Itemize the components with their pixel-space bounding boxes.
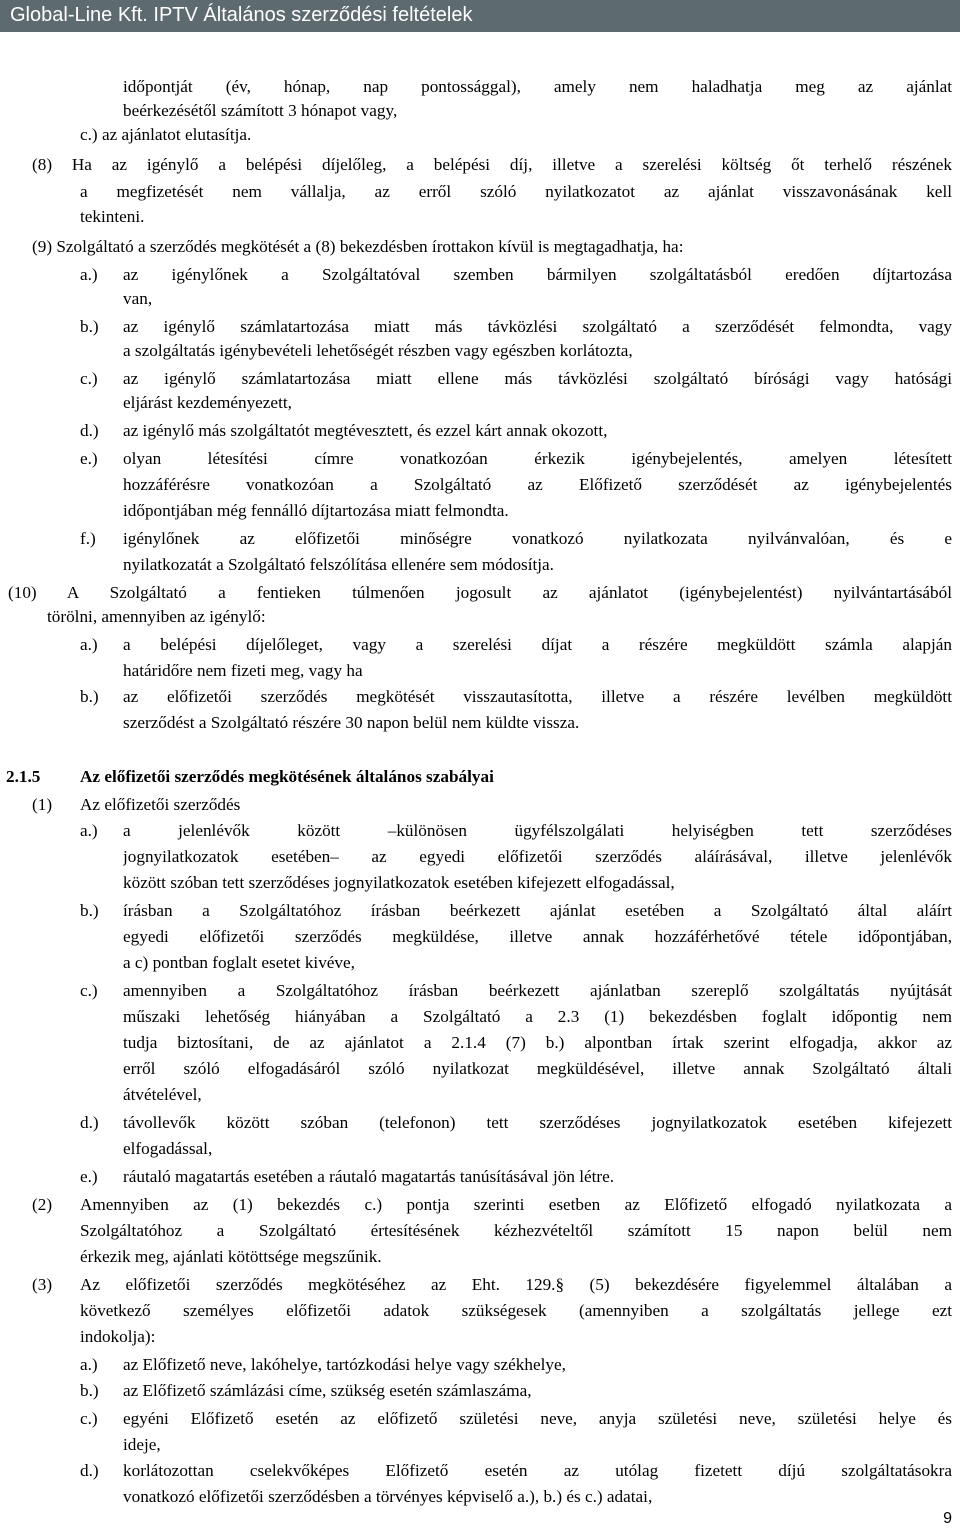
list-marker: d.) (80, 1113, 99, 1132)
text-line: eljárást kezdeményezett, (123, 393, 292, 412)
text-line: elfogadással, (123, 1139, 213, 1158)
text-line: jognyilatkozatok esetében– az egyedi előfizetői szerződés aláírásával, illetve jelenlévők (123, 847, 952, 866)
list-marker: a.) (80, 265, 98, 284)
list-marker: b.) (80, 1381, 99, 1400)
section-number: 2.1.5 (6, 767, 41, 786)
document-header (0, 0, 960, 32)
list-marker: f.) (80, 529, 96, 548)
paragraph-number: (2) (32, 1195, 53, 1214)
list-marker: a.) (80, 1355, 98, 1374)
list-marker: b.) (80, 901, 99, 920)
text-line: következő személyes előfizetői adatok szükségesek (amennyiben a szolgáltatás jellege ezt (80, 1301, 952, 1320)
text-line: amennyiben a Szolgáltatóhoz írásban beérkezett ajánlatban szereplő szolgáltatás nyújtását (123, 981, 952, 1000)
page-number: 9 (943, 1510, 952, 1527)
text-line: az igénylő számlatartozása miatt más távközlési szolgáltató a szerződését felmondta, vagy (123, 317, 952, 336)
text-line: a megfizetését nem vállalja, az erről szóló nyilatkozatot az ajánlat visszavonásának kell (80, 182, 952, 201)
text-line: között szóban tett szerződéses jognyilatkozatok esetében kifejezett elfogadással, (123, 873, 675, 892)
text-line: a jelenlévők között –különösen ügyfélszolgálati helyiségben tett szerződéses (123, 821, 952, 840)
text-line: törölni, amennyiben az igénylő: (47, 607, 266, 626)
list-marker: c.) (80, 1409, 98, 1428)
paragraph-number: (3) (32, 1275, 53, 1294)
text-line: egyedi előfizetői szerződés megküldése, illetve annak hozzáférhetővé tétele időpontjában, (123, 927, 952, 946)
text-line: időpontját (év, hónap, nap pontossággal), amely nem haladhatja meg az ajánlat (123, 77, 952, 96)
text-line: van, (123, 289, 153, 308)
list-marker: c.) (80, 981, 98, 1000)
text-line: műszaki lehetőség hiányában a Szolgáltató a 2.3 (1) bekezdésben foglalt időpontig nem (123, 1007, 952, 1026)
list-marker: e.) (80, 449, 98, 468)
list-marker: e.) (80, 1167, 98, 1186)
text-line: az igénylőnek a Szolgáltatóval szemben bármilyen szolgáltatásból eredően díjtartozása (123, 265, 952, 284)
text-line: ideje, (123, 1435, 161, 1454)
text-line: szerződést a Szolgáltató részére 30 napon belül nem küldte vissza. (123, 713, 580, 732)
text-line: időpontjában még fennálló díjtartozása miatt felmondta. (123, 501, 509, 520)
text-line: az Előfizető neve, lakóhelye, tartózkodási helye vagy székhelye, (123, 1355, 566, 1374)
text-line: a belépési díjelőleget, vagy a szerelési díjat a részére megküldött számla alapján (123, 635, 952, 654)
text-line: az igénylő más szolgáltatót megtévesztett, és ezzel kárt annak okozott, (123, 421, 608, 440)
text-line: egyéni Előfizető esetén az előfizető születési neve, anyja születési neve, születési helye és (123, 1409, 952, 1428)
text-line: hozzáférésre vonatkozóan a Szolgáltató az Előfizető szerződését az igénybejelentés (123, 475, 952, 494)
text-line: a szolgáltatás igénybevételi lehetőségét részben vagy egészben korlátozta, (123, 341, 633, 360)
list-marker: a.) (80, 821, 98, 840)
text-line: Szolgáltatóhoz a Szolgáltató értesítésének kézhezvételtől számított 15 napon belül nem (80, 1221, 952, 1240)
text-line: indokolja): (80, 1327, 156, 1346)
list-marker: d.) (80, 421, 99, 440)
list-marker: b.) (80, 317, 99, 336)
text-line: (8) Ha az igénylő a belépési díjelőleg, a belépési díj, illetve a szerelési költség őt terhelő részének (32, 155, 952, 174)
text-line: ráutaló magatartás esetében a ráutaló magatartás tanúsításával jön létre. (123, 1167, 615, 1186)
text-line: korlátozottan cselekvőképes Előfizető esetén az utólag fizetett díjú szolgáltatásokra (123, 1461, 952, 1480)
list-marker: a.) (80, 635, 98, 654)
header-title: Global-Line Kft. IPTV Általános szerződési feltételek (10, 4, 473, 26)
text-line: vonatkozó előfizetői szerződésben a törvényes képviselő a.), b.) és c.) adatai, (123, 1487, 653, 1506)
text-line: érkezik meg, ajánlati kötöttsége megszűnik. (80, 1247, 382, 1266)
text-line: az igénylő számlatartozása miatt ellene más távközlési szolgáltató bírósági vagy hatósági (123, 369, 952, 388)
text-line: c.) az ajánlatot elutasítja. (80, 125, 252, 144)
text-line: tudja biztosítani, de az ajánlatot a 2.1.4 (7) b.) alpontban írtak szerint elfogadja, akkor az (123, 1033, 952, 1052)
text-line: olyan létesítési címre vonatkozóan érkezik igénybejelentés, amelyen létesített (123, 449, 952, 468)
text-line: az előfizetői szerződés megkötését visszautasította, illetve a részére levélben megküldött (123, 687, 952, 706)
text-line: az Előfizető számlázási címe, szükség esetén számlaszáma, (123, 1381, 532, 1400)
text-line: erről szóló elfogadásáról szóló nyilatkozat megküldésével, illetve annak Szolgáltató általi (123, 1059, 952, 1078)
text-line: nyilatkozatát a Szolgáltató felszólítása ellenére sem módosítja. (123, 555, 554, 574)
list-marker: c.) (80, 369, 98, 388)
list-marker: d.) (80, 1461, 99, 1480)
text-line: Amennyiben az (1) bekezdés c.) pontja szerinti esetben az Előfizető elfogadó nyilatkozata a (80, 1195, 952, 1214)
text-line: átvételével, (123, 1085, 202, 1104)
text-line: a c) pontban foglalt esetet kivéve, (123, 953, 355, 972)
list-marker: b.) (80, 687, 99, 706)
text-line: határidőre nem fizeti meg, vagy ha (123, 661, 363, 680)
text-line: (10) A Szolgáltató a fentieken túlmenően jogosult az ajánlatot (igénybejelentést) nyilvántartásából (8, 583, 952, 602)
text-line: igénylőnek az előfizetői minőségre vonatkozó nyilatkozata nyilvánvalóan, és e (123, 529, 952, 548)
text-line: távollevők között szóban (telefonon) tett szerződéses jognyilatkozatok esetében kifejezett (123, 1113, 952, 1132)
text-line: Az előfizetői szerződés (80, 795, 241, 814)
text-line: Az előfizetői szerződés megkötéséhez az Eht. 129.§ (5) bekezdésére figyelemmel általában a (80, 1275, 952, 1294)
paragraph-number: (1) (32, 795, 53, 814)
section-heading: Az előfizetői szerződés megkötésének általános szabályai (80, 767, 494, 786)
text-line: beérkezésétől számított 3 hónapot vagy, (123, 101, 398, 120)
text-line: írásban a Szolgáltatóhoz írásban beérkezett ajánlat esetében a Szolgáltató által aláírt (123, 901, 952, 920)
text-line: tekinteni. (80, 207, 145, 226)
text-line: (9) Szolgáltató a szerződés megkötését a (8) bekezdésben írottakon kívül is megtagadhatja, ha: (32, 237, 684, 256)
